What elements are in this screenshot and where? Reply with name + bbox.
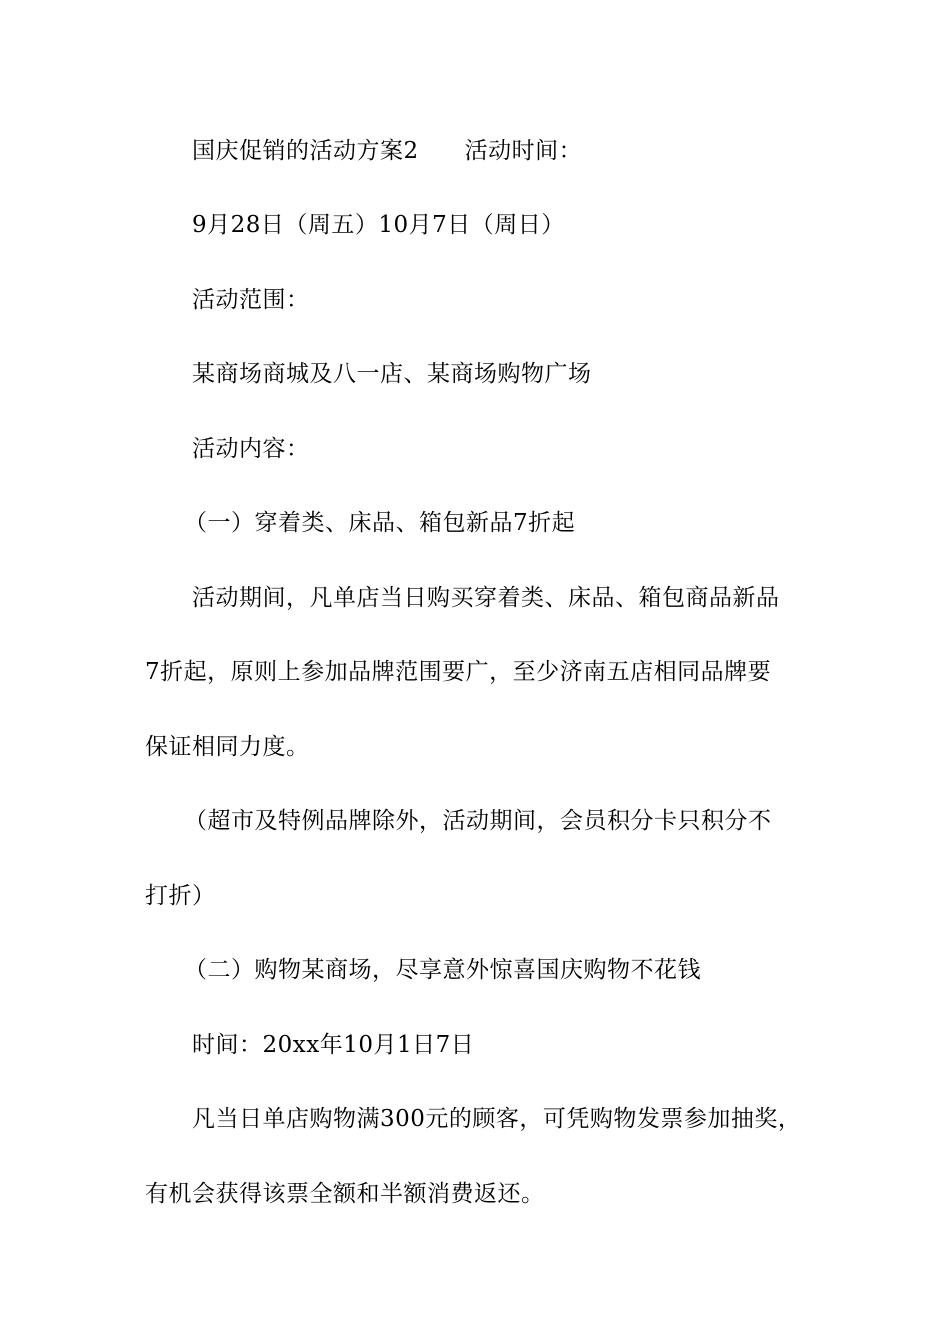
activity-time-heading: 活动时间： — [464, 138, 583, 164]
document-title: 国庆促销的活动方案2 — [192, 138, 419, 164]
title-line — [192, 136, 582, 166]
section-one-heading: （一）穿着类、床品、箱包新品7折起 — [184, 510, 576, 536]
activity-scope: 某商场商城及八一店、某商场购物广场 — [192, 361, 592, 387]
section-two-heading: （二）购物某商场，尽享意外惊喜国庆购物不花钱 — [184, 957, 701, 983]
paragraph-line: 保证相同力度。 — [145, 734, 310, 760]
activity-scope-heading: 活动范围： — [192, 287, 310, 313]
paragraph-line: 7折起，原则上参加品牌范围要广，至少济南五店相同品牌要 — [145, 659, 772, 685]
paragraph-line: 活动期间，凡单店当日购买穿着类、床品、箱包商品新品 — [192, 585, 780, 611]
paragraph-line: 有机会获得该票全额和半额消费返还。 — [145, 1181, 545, 1207]
event-time: 时间：20xx年10月1日7日 — [192, 1032, 475, 1058]
paragraph-line: 打折） — [145, 883, 216, 909]
paragraph-line: （超市及特例品牌除外，活动期间，会员积分卡只积分不 — [184, 808, 772, 834]
paragraph-line: 凡当日单店购物满300元的顾客，可凭购物发票参加抽奖， — [192, 1106, 802, 1132]
activity-content-heading: 活动内容： — [192, 436, 310, 462]
activity-dates: 9月28日（周五）10月7日（周日） — [192, 212, 565, 238]
